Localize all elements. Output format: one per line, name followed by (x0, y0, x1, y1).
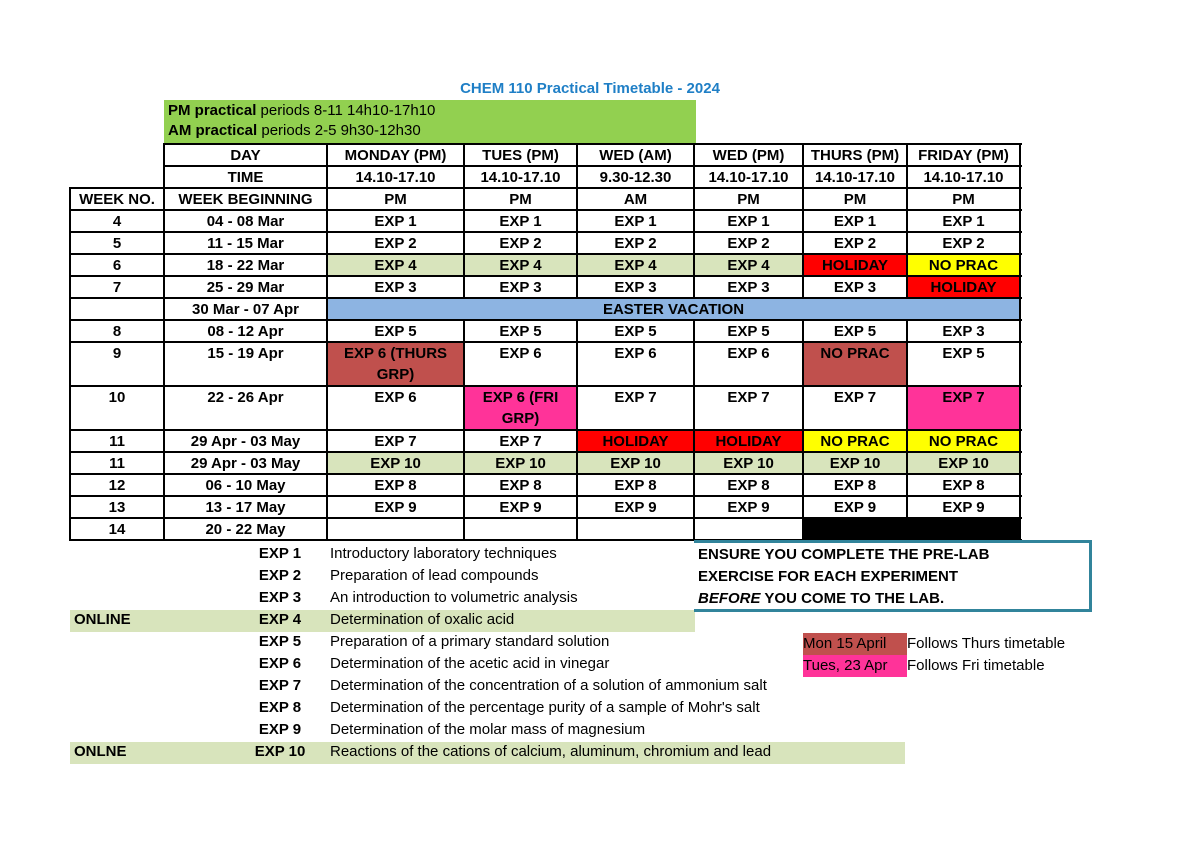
am-period-line: AM practical periods 2-5 9h30-12h30 (168, 122, 421, 139)
schedule-cell: EXP 7 (614, 389, 657, 406)
grid-line (70, 187, 1022, 189)
schedule-cell: HOLIDAY (694, 430, 803, 452)
schedule-cell: EXP 1 (499, 213, 542, 230)
legend-code: EXP 9 (258, 721, 302, 738)
schedule-cell: EXP 3 (374, 279, 417, 296)
legend-code: EXP 6 (258, 655, 302, 672)
schedule-cell: EXP 10 (694, 452, 803, 474)
legend-row (70, 742, 910, 764)
day-header: WED (PM) (712, 147, 785, 164)
schedule-cell: EXP 1 (727, 213, 770, 230)
schedule-cell (803, 518, 907, 540)
schedule-cell: EXP 9 (499, 499, 542, 516)
grid-line (463, 319, 465, 541)
schedule-cell: EXP 3 (727, 279, 770, 296)
schedule-cell: NO PRAC (803, 342, 907, 386)
grid-line (70, 495, 1022, 497)
week-number: 5 (112, 235, 122, 252)
week-begin-date: 25 - 29 Mar (206, 279, 285, 296)
grid-line (163, 143, 165, 541)
grid-line (69, 187, 71, 541)
legend-code: EXP 8 (258, 699, 302, 716)
time-header: 14.10-17.10 (355, 169, 436, 186)
week-begin-date: 04 - 08 Mar (206, 213, 285, 230)
grid-line (1019, 143, 1021, 541)
schedule-cell: EXP 9 (727, 499, 770, 516)
session-header: PM (509, 191, 532, 208)
schedule-cell: EXP 5 (499, 323, 542, 340)
schedule-cell (577, 518, 694, 540)
schedule-cell: EXP 1 (614, 213, 657, 230)
side-note-text-2: Follows Fri timetable (907, 657, 1045, 674)
schedule-cell: EXP 10 (327, 452, 464, 474)
week-begin-date: 29 Apr - 03 May (190, 433, 301, 450)
legend-description: Determination of the molar mass of magnesium (330, 721, 646, 738)
grid-line (906, 319, 908, 541)
legend-code: EXP 7 (258, 677, 302, 694)
schedule-cell: EXP 8 (614, 477, 657, 494)
legend-row (70, 632, 910, 654)
week-number: 11 (109, 455, 125, 472)
grid-line (70, 385, 1022, 387)
schedule-cell: EXP 6 (THURS GRP) (327, 342, 464, 386)
week-begin-date: 06 - 10 May (205, 477, 286, 494)
week-number: 8 (112, 323, 122, 340)
week-number: 4 (112, 213, 122, 230)
week-begin-date: 20 - 22 May (205, 521, 286, 538)
time-header: 14.10-17.10 (708, 169, 789, 186)
schedule-cell: EXP 9 (942, 499, 985, 516)
week-number: 7 (112, 279, 122, 296)
vacation-banner: EASTER VACATION (327, 298, 1020, 320)
grid-line (576, 143, 578, 299)
legend-description: Introductory laboratory techniques (330, 545, 557, 562)
week-begin-date: 29 Apr - 03 May (190, 455, 301, 472)
legend-description: Determination of oxalic acid (330, 611, 515, 628)
day-header: MONDAY (PM) (344, 147, 447, 164)
schedule-cell: NO PRAC (803, 430, 907, 452)
schedule-cell: EXP 10 (907, 452, 1020, 474)
legend-code: EXP 5 (258, 633, 302, 650)
day-header: THURS (PM) (810, 147, 900, 164)
grid-line (463, 143, 465, 299)
legend-row (70, 654, 910, 676)
grid-line (70, 451, 1022, 453)
time-header: 14.10-17.10 (814, 169, 896, 186)
pre-lab-notice: ENSURE YOU COMPLETE THE PRE-LAB EXERCISE FOR EACH EXPERIMENT BEFORE YOU COME TO THE LAB. (698, 546, 990, 607)
grid-line (164, 165, 1022, 167)
week-begin-date: 18 - 22 Mar (206, 257, 285, 274)
grid-line (70, 341, 1022, 343)
week-beginning-header: WEEK BEGINNING (178, 191, 313, 208)
schedule-cell: EXP 6 (499, 345, 542, 362)
schedule-cell (907, 518, 1020, 540)
grid-line (70, 297, 1022, 299)
day-header: TUES (PM) (482, 147, 559, 164)
legend-tag: ONLINE (74, 611, 131, 628)
schedule-cell: EXP 5 (614, 323, 657, 340)
side-note-date-1: Mon 15 April (803, 633, 907, 655)
legend-code: EXP 4 (258, 611, 302, 628)
grid-line (326, 143, 328, 541)
legend-row (70, 698, 910, 720)
grid-line (70, 429, 1022, 431)
grid-line (70, 319, 1022, 321)
schedule-cell (694, 518, 803, 540)
legend-code: EXP 3 (258, 589, 302, 606)
schedule-cell: EXP 8 (942, 477, 985, 494)
legend-row (70, 676, 910, 698)
schedule-cell: NO PRAC (907, 254, 1020, 276)
grid-line (164, 143, 1022, 145)
schedule-cell: EXP 9 (614, 499, 657, 516)
schedule-cell: EXP 3 (614, 279, 657, 296)
week-begin-date: 22 - 26 Apr (207, 389, 284, 406)
grid-line (693, 319, 695, 541)
week-number: 9 (112, 345, 122, 362)
grid-line (70, 209, 1022, 211)
schedule-cell: EXP 5 (833, 323, 877, 340)
legend-code: EXP 2 (258, 567, 302, 584)
schedule-cell: EXP 7 (499, 433, 542, 450)
day-header: FRIDAY (PM) (918, 147, 1009, 164)
legend-description: Preparation of a primary standard solution (330, 633, 610, 650)
legend-row (70, 610, 910, 632)
day-label: DAY (230, 147, 261, 164)
grid-line (693, 143, 695, 299)
schedule-cell: EXP 2 (942, 235, 985, 252)
schedule-cell: EXP 1 (374, 213, 417, 230)
session-header: PM (952, 191, 975, 208)
schedule-cell: EXP 2 (614, 235, 657, 252)
legend-description: Reactions of the cations of calcium, aluminum, chromium and lead (330, 743, 772, 760)
schedule-cell: EXP 4 (464, 254, 577, 276)
schedule-cell: EXP 1 (833, 213, 877, 230)
schedule-cell: EXP 8 (833, 477, 877, 494)
schedule-cell: EXP 8 (374, 477, 417, 494)
schedule-cell: EXP 2 (499, 235, 542, 252)
time-label: TIME (227, 169, 264, 186)
grid-line (70, 473, 1022, 475)
schedule-cell: EXP 8 (727, 477, 770, 494)
schedule-cell: EXP 6 (FRI GRP) (464, 386, 577, 430)
week-number: 14 (108, 521, 126, 538)
week-begin-date: 30 Mar - 07 Apr (192, 301, 299, 318)
session-header: PM (843, 191, 867, 208)
week-begin-date: 11 - 15 Mar (207, 235, 284, 252)
legend-description: An introduction to volumetric analysis (330, 589, 578, 606)
schedule-cell: EXP 7 (907, 386, 1020, 430)
grid-line (70, 275, 1022, 277)
schedule-cell (464, 518, 577, 540)
schedule-cell: EXP 6 (727, 345, 770, 362)
schedule-cell: EXP 7 (727, 389, 770, 406)
schedule-cell: EXP 6 (374, 389, 417, 406)
time-header: 9.30-12.30 (599, 169, 672, 186)
legend-tag: ONLNE (74, 743, 127, 760)
time-header: 14.10-17.10 (923, 169, 1004, 186)
schedule-cell: EXP 9 (374, 499, 417, 516)
session-header: PM (384, 191, 407, 208)
schedule-cell: HOLIDAY (803, 254, 907, 276)
time-header: 14.10-17.10 (480, 169, 561, 186)
schedule-cell (327, 518, 464, 540)
week-begin-date: 15 - 19 Apr (207, 345, 284, 362)
week-number: 10 (108, 389, 126, 406)
schedule-cell: EXP 4 (577, 254, 694, 276)
week-number: 13 (108, 499, 126, 516)
grid-line (802, 143, 804, 299)
week-no-header: WEEK NO. (79, 191, 155, 208)
week-begin-date: 08 - 12 Apr (207, 323, 284, 340)
schedule-cell: EXP 4 (327, 254, 464, 276)
side-note-text-1: Follows Thurs timetable (907, 635, 1066, 652)
session-header: AM (623, 191, 648, 208)
schedule-cell: NO PRAC (907, 430, 1020, 452)
legend-description: Preparation of lead compounds (330, 567, 539, 584)
grid-line (802, 319, 804, 541)
grid-line (70, 517, 1022, 519)
week-number: 12 (108, 477, 126, 494)
pm-period-line: PM practical periods 8-11 14h10-17h10 (168, 102, 436, 119)
schedule-cell: EXP 1 (942, 213, 985, 230)
schedule-cell: EXP 3 (499, 279, 542, 296)
day-header: WED (AM) (599, 147, 672, 164)
legend-description: Determination of the concentration of a solution of ammonium salt (330, 677, 767, 694)
schedule-cell: HOLIDAY (907, 276, 1020, 298)
legend-row (70, 720, 910, 742)
practical-periods-box (164, 100, 696, 144)
schedule-cell: EXP 2 (833, 235, 877, 252)
schedule-cell: EXP 2 (727, 235, 770, 252)
session-header: PM (737, 191, 760, 208)
grid-line (70, 231, 1022, 233)
week-number: 11 (109, 433, 125, 450)
page-title: CHEM 110 Practical Timetable - 2024 (460, 80, 720, 97)
schedule-cell: EXP 3 (942, 323, 985, 340)
schedule-cell: EXP 4 (694, 254, 803, 276)
schedule-cell: EXP 8 (499, 477, 542, 494)
schedule-cell: EXP 10 (803, 452, 907, 474)
week-number (70, 298, 164, 320)
schedule-cell: EXP 7 (833, 389, 877, 406)
schedule-cell: EXP 3 (833, 279, 877, 296)
schedule-cell: EXP 5 (727, 323, 770, 340)
schedule-cell: EXP 6 (614, 345, 657, 362)
side-note-date-2: Tues, 23 Apr (803, 655, 907, 677)
schedule-cell: HOLIDAY (577, 430, 694, 452)
legend-code: EXP 10 (254, 743, 306, 760)
legend-description: Determination of the acetic acid in vinegar (330, 655, 610, 672)
schedule-cell: EXP 5 (942, 345, 985, 362)
schedule-cell: EXP 7 (374, 433, 417, 450)
grid-line (70, 253, 1022, 255)
schedule-cell: EXP 9 (833, 499, 877, 516)
week-number: 6 (112, 257, 122, 274)
schedule-cell: EXP 2 (374, 235, 417, 252)
schedule-cell: EXP 5 (374, 323, 417, 340)
legend-code: EXP 1 (258, 545, 302, 562)
schedule-cell: EXP 10 (464, 452, 577, 474)
grid-line (576, 319, 578, 541)
legend-description: Determination of the percentage purity of a sample of Mohr's salt (330, 699, 760, 716)
week-begin-date: 13 - 17 May (205, 499, 286, 516)
grid-line (906, 143, 908, 299)
schedule-cell: EXP 10 (577, 452, 694, 474)
